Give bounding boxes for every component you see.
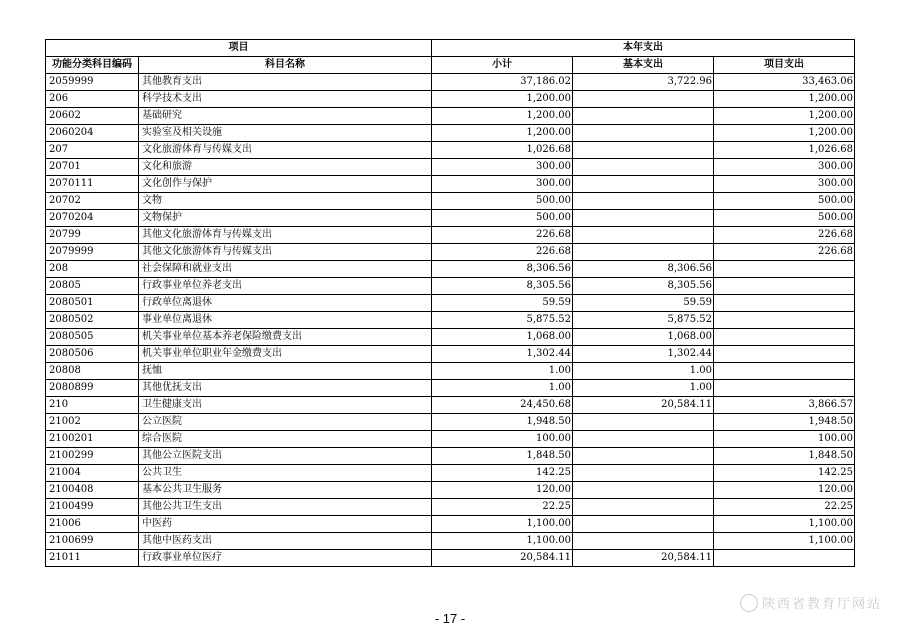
cell-name: 中医药 (139, 516, 432, 533)
cell-project: 1,848.50 (714, 448, 855, 465)
cell-project: 226.68 (714, 244, 855, 261)
watermark-logo-icon (740, 594, 758, 612)
cell-basic: 1,302.44 (573, 346, 714, 363)
cell-basic (573, 210, 714, 227)
cell-code: 206 (46, 91, 139, 108)
cell-subtotal: 500.00 (432, 210, 573, 227)
cell-subtotal: 37,186.02 (432, 74, 573, 91)
table-row (46, 108, 855, 125)
cell-subtotal: 226.68 (432, 227, 573, 244)
cell-project: 500.00 (714, 193, 855, 210)
cell-name: 其他公共卫生支出 (139, 499, 432, 516)
cell-project: 226.68 (714, 227, 855, 244)
table-row (46, 329, 855, 346)
header-project: 项目 (46, 40, 432, 57)
cell-basic (573, 91, 714, 108)
table-row (46, 550, 855, 567)
cell-subtotal: 20,584.11 (432, 550, 573, 567)
cell-name: 机关事业单位职业年金缴费支出 (139, 346, 432, 363)
cell-project: 300.00 (714, 159, 855, 176)
cell-name: 机关事业单位基本养老保险缴费支出 (139, 329, 432, 346)
cell-basic: 59.59 (573, 295, 714, 312)
cell-subtotal: 1,100.00 (432, 533, 573, 550)
cell-code: 20805 (46, 278, 139, 295)
cell-project: 142.25 (714, 465, 855, 482)
cell-basic (573, 465, 714, 482)
cell-name: 基本公共卫生服务 (139, 482, 432, 499)
cell-code: 2080502 (46, 312, 139, 329)
cell-name: 文化旅游体育与传媒支出 (139, 142, 432, 159)
cell-code: 2100201 (46, 431, 139, 448)
cell-name: 基础研究 (139, 108, 432, 125)
cell-basic (573, 159, 714, 176)
cell-name: 行政事业单位医疗 (139, 550, 432, 567)
cell-subtotal: 1,068.00 (432, 329, 573, 346)
header-basic: 基本支出 (573, 57, 714, 74)
cell-project: 3,866.57 (714, 397, 855, 414)
cell-subtotal: 1,026.68 (432, 142, 573, 159)
cell-basic (573, 482, 714, 499)
table-row (46, 346, 855, 363)
cell-subtotal: 1.00 (432, 380, 573, 397)
table-row (46, 91, 855, 108)
cell-project: 100.00 (714, 431, 855, 448)
table-row (46, 499, 855, 516)
cell-project: 1,100.00 (714, 533, 855, 550)
cell-name: 其他教育支出 (139, 74, 432, 91)
cell-basic: 8,305.56 (573, 278, 714, 295)
header-subtotal: 小计 (432, 57, 573, 74)
cell-name: 抚恤 (139, 363, 432, 380)
cell-subtotal: 8,305.56 (432, 278, 573, 295)
cell-code: 2100499 (46, 499, 139, 516)
cell-basic: 1.00 (573, 380, 714, 397)
cell-name: 其他中医药支出 (139, 533, 432, 550)
cell-basic (573, 414, 714, 431)
table-row (46, 414, 855, 431)
table-row (46, 244, 855, 261)
cell-subtotal: 1,100.00 (432, 516, 573, 533)
cell-project: 1,200.00 (714, 91, 855, 108)
table-row (46, 227, 855, 244)
table-row (46, 397, 855, 414)
cell-subtotal: 1,200.00 (432, 125, 573, 142)
cell-project (714, 346, 855, 363)
cell-code: 207 (46, 142, 139, 159)
cell-name: 文化和旅游 (139, 159, 432, 176)
cell-name: 事业单位离退休 (139, 312, 432, 329)
cell-subtotal: 22.25 (432, 499, 573, 516)
cell-basic (573, 125, 714, 142)
cell-project (714, 329, 855, 346)
cell-name: 综合医院 (139, 431, 432, 448)
cell-subtotal: 5,875.52 (432, 312, 573, 329)
cell-name: 社会保障和就业支出 (139, 261, 432, 278)
cell-project: 22.25 (714, 499, 855, 516)
cell-name: 文物保护 (139, 210, 432, 227)
cell-name: 其他文化旅游体育与传媒支出 (139, 227, 432, 244)
cell-code: 20702 (46, 193, 139, 210)
cell-project (714, 278, 855, 295)
table-row (46, 142, 855, 159)
table-row (46, 278, 855, 295)
table-row (46, 74, 855, 91)
cell-code: 210 (46, 397, 139, 414)
table-row (46, 448, 855, 465)
cell-basic (573, 533, 714, 550)
cell-basic: 3,722.96 (573, 74, 714, 91)
cell-project: 1,026.68 (714, 142, 855, 159)
budget-expenditure-table (45, 39, 855, 567)
cell-subtotal: 1,200.00 (432, 108, 573, 125)
cell-basic (573, 516, 714, 533)
cell-subtotal: 1,848.50 (432, 448, 573, 465)
header-code: 功能分类科目编码 (46, 57, 139, 74)
cell-project: 1,200.00 (714, 108, 855, 125)
cell-code: 21002 (46, 414, 139, 431)
table-row (46, 176, 855, 193)
cell-code: 2070204 (46, 210, 139, 227)
cell-code: 20799 (46, 227, 139, 244)
cell-basic (573, 431, 714, 448)
cell-basic: 1.00 (573, 363, 714, 380)
cell-basic (573, 193, 714, 210)
table-row (46, 159, 855, 176)
table-row (46, 482, 855, 499)
cell-basic (573, 499, 714, 516)
table-row (46, 125, 855, 142)
cell-name: 卫生健康支出 (139, 397, 432, 414)
cell-subtotal: 1,302.44 (432, 346, 573, 363)
header-project-expense: 项目支出 (714, 57, 855, 74)
cell-name: 公共卫生 (139, 465, 432, 482)
cell-code: 2059999 (46, 74, 139, 91)
table-row (46, 465, 855, 482)
cell-code: 2060204 (46, 125, 139, 142)
cell-code: 20602 (46, 108, 139, 125)
cell-project: 1,100.00 (714, 516, 855, 533)
watermark (740, 593, 882, 612)
cell-subtotal: 1.00 (432, 363, 573, 380)
table-row (46, 516, 855, 533)
cell-code: 2100699 (46, 533, 139, 550)
cell-subtotal: 142.25 (432, 465, 573, 482)
cell-name: 其他文化旅游体育与传媒支出 (139, 244, 432, 261)
cell-basic (573, 108, 714, 125)
cell-basic: 1,068.00 (573, 329, 714, 346)
cell-subtotal: 1,200.00 (432, 91, 573, 108)
table-row (46, 533, 855, 550)
header-row-top (46, 40, 855, 57)
cell-code: 2100408 (46, 482, 139, 499)
cell-name: 实验室及相关设施 (139, 125, 432, 142)
cell-project: 33,463.06 (714, 74, 855, 91)
cell-name: 行政事业单位养老支出 (139, 278, 432, 295)
cell-project: 500.00 (714, 210, 855, 227)
cell-name: 公立医院 (139, 414, 432, 431)
cell-name: 其他优抚支出 (139, 380, 432, 397)
cell-project: 120.00 (714, 482, 855, 499)
cell-code: 20808 (46, 363, 139, 380)
cell-basic: 20,584.11 (573, 550, 714, 567)
cell-code: 2080506 (46, 346, 139, 363)
cell-name: 科学技术支出 (139, 91, 432, 108)
table-row (46, 431, 855, 448)
table-row (46, 210, 855, 227)
cell-name: 其他公立医院支出 (139, 448, 432, 465)
cell-project (714, 312, 855, 329)
cell-subtotal: 1,948.50 (432, 414, 573, 431)
cell-code: 2080899 (46, 380, 139, 397)
cell-basic (573, 227, 714, 244)
table-row (46, 380, 855, 397)
cell-basic (573, 142, 714, 159)
cell-basic (573, 176, 714, 193)
cell-code: 2079999 (46, 244, 139, 261)
cell-project: 1,200.00 (714, 125, 855, 142)
cell-project (714, 261, 855, 278)
cell-project (714, 363, 855, 380)
cell-code: 21004 (46, 465, 139, 482)
cell-code: 21011 (46, 550, 139, 567)
cell-code: 208 (46, 261, 139, 278)
cell-project: 300.00 (714, 176, 855, 193)
cell-code: 20701 (46, 159, 139, 176)
cell-name: 文物 (139, 193, 432, 210)
table-row (46, 295, 855, 312)
cell-subtotal: 100.00 (432, 431, 573, 448)
cell-subtotal: 59.59 (432, 295, 573, 312)
cell-subtotal: 24,450.68 (432, 397, 573, 414)
cell-code: 21006 (46, 516, 139, 533)
cell-subtotal: 300.00 (432, 176, 573, 193)
cell-code: 2070111 (46, 176, 139, 193)
header-row-columns (46, 57, 855, 74)
table-row (46, 261, 855, 278)
cell-subtotal: 8,306.56 (432, 261, 573, 278)
cell-subtotal: 226.68 (432, 244, 573, 261)
cell-project (714, 380, 855, 397)
header-year-expense: 本年支出 (432, 40, 855, 57)
cell-basic (573, 448, 714, 465)
cell-subtotal: 120.00 (432, 482, 573, 499)
cell-project (714, 550, 855, 567)
cell-project (714, 295, 855, 312)
watermark-text: 陕西省教育厅网站 (761, 597, 882, 612)
table-body (46, 74, 855, 567)
cell-basic: 5,875.52 (573, 312, 714, 329)
cell-basic: 20,584.11 (573, 397, 714, 414)
cell-basic (573, 244, 714, 261)
page-number: - 17 - (434, 611, 466, 626)
cell-subtotal: 500.00 (432, 193, 573, 210)
table-row (46, 312, 855, 329)
cell-name: 行政单位离退休 (139, 295, 432, 312)
cell-code: 2080501 (46, 295, 139, 312)
header-name: 科目名称 (139, 57, 432, 74)
cell-code: 2080505 (46, 329, 139, 346)
cell-basic: 8,306.56 (573, 261, 714, 278)
cell-project: 1,948.50 (714, 414, 855, 431)
cell-subtotal: 300.00 (432, 159, 573, 176)
cell-name: 文化创作与保护 (139, 176, 432, 193)
table-row (46, 363, 855, 380)
cell-code: 2100299 (46, 448, 139, 465)
table-row (46, 193, 855, 210)
